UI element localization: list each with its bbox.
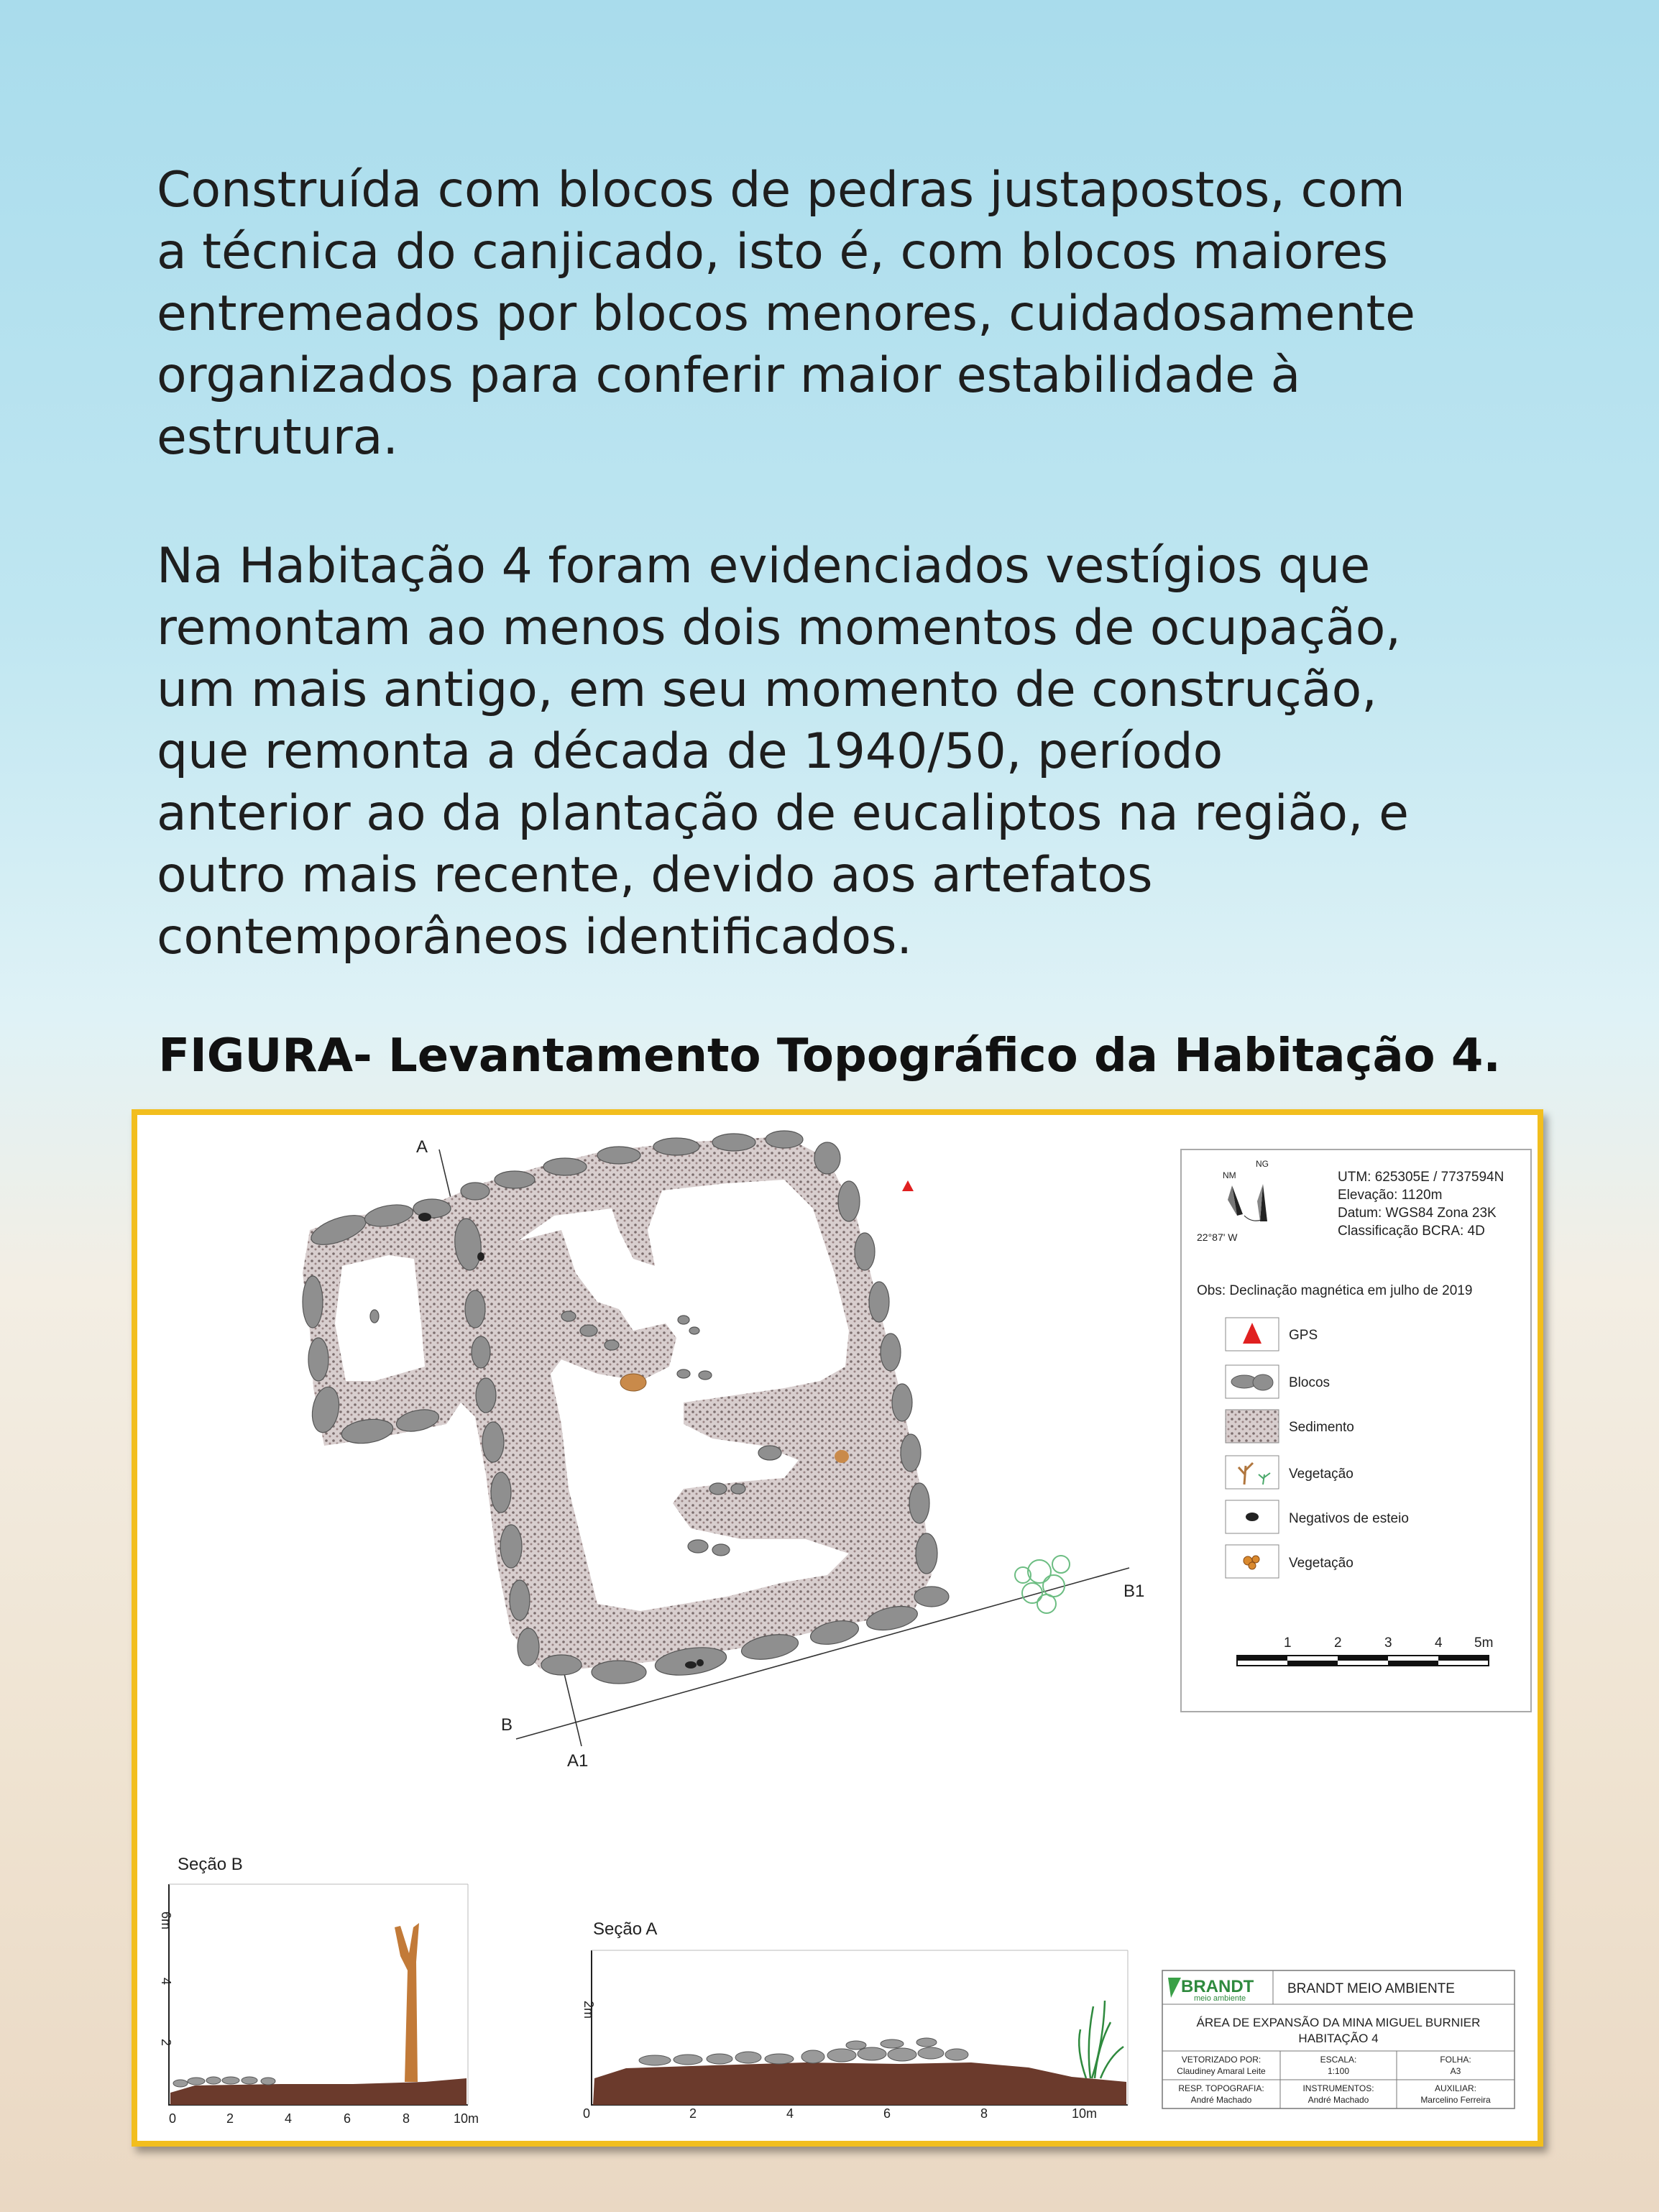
section-a-title: Seção A (593, 1919, 658, 1939)
cell-instruments-value: André Machado (1308, 2095, 1369, 2105)
cell-scale-value: 1:100 (1327, 2066, 1350, 2076)
cell-instruments-label: INSTRUMENTOS: (1302, 2083, 1374, 2093)
cell-vectorized-label: VETORIZADO POR: (1181, 2055, 1262, 2065)
plan-view (303, 1131, 1144, 1771)
logo-subtext: meio ambiente (1194, 1994, 1246, 2003)
section-b-xtick-4: 4 (285, 2111, 293, 2126)
scale-tick-1: 1 (1284, 1635, 1292, 1651)
section-label-a1: A1 (567, 1751, 589, 1771)
paragraph-line: remontam ao menos dois momentos de ocupação, (157, 600, 1401, 656)
cell-scale-label: ESCALA: (1320, 2055, 1357, 2065)
section-b-xtick-8: 8 (403, 2111, 410, 2126)
paragraph-line: Na Habitação 4 foram evidenciados vestígios que (157, 538, 1371, 595)
north-label-nm: NM (1223, 1170, 1236, 1180)
paragraph-line: contemporâneos identificados. (157, 909, 913, 965)
cell-topography-label: RESP. TOPOGRAFIA: (1178, 2083, 1264, 2093)
north-label-ng: NG (1256, 1159, 1269, 1169)
paragraph-line: entremeados por blocos menores, cuidadosamente (157, 285, 1415, 342)
cell-sheet-label: FOLHA: (1440, 2055, 1471, 2065)
section-a-grass (1079, 2001, 1123, 2078)
cell-topography-value: André Machado (1190, 2095, 1252, 2105)
cell-sheet-value: A3 (1450, 2066, 1461, 2076)
section-b-ytick-6m: 6m (159, 1912, 173, 1930)
section-a-xtick-2: 2 (689, 2106, 697, 2121)
scale-tick-5m: 5m (1474, 1635, 1494, 1651)
legend-label-ochre-vegetation: Vegetação (1289, 1556, 1354, 1571)
paragraph-line: Construída com blocos de pedras justapostos, com (157, 162, 1405, 219)
section-a-xtick-4: 4 (786, 2106, 794, 2121)
declination-obs: Obs: Declinação magnética em julho de 2019 (1197, 1283, 1473, 1298)
topographic-survey-figure (137, 1115, 1538, 2141)
coord-line-3: Datum: WGS84 Zona 23K (1338, 1206, 1497, 1221)
ochre-feature-2 (835, 1450, 849, 1463)
cell-assistant-label: AUXILIAR: (1434, 2083, 1477, 2093)
section-b-xtick-2: 2 (226, 2111, 234, 2126)
legend-label-gps: GPS (1289, 1328, 1318, 1343)
section-a-xtick-10m: 10m (1072, 2106, 1098, 2121)
paragraph-construction (157, 160, 1522, 469)
coord-line-2: Elevação: 1120m (1338, 1188, 1443, 1203)
declination-label: 22°87' W (1197, 1231, 1238, 1243)
scale-tick-2: 2 (1334, 1635, 1342, 1651)
legend-label-sediment: Sedimento (1289, 1420, 1354, 1435)
cell-vectorized-value: Claudiney Amaral Leite (1177, 2066, 1266, 2076)
paragraph-line: organizados para conferir maior estabilidade à (157, 347, 1301, 404)
section-b-xtick-10m: 10m (454, 2111, 479, 2126)
coord-line-4: Classificação BCRA: 4D (1338, 1224, 1485, 1239)
section-label-b: B (501, 1715, 513, 1735)
scale-tick-3: 3 (1384, 1635, 1392, 1651)
paragraph-line: que remonta a década de 1940/50, período (157, 723, 1223, 780)
section-b-xtick-6: 6 (344, 2111, 351, 2126)
paragraph-line: a técnica do canjicado, isto é, com blocos maiores (157, 224, 1389, 280)
project-line-2: HABITAÇÃO 4 (1298, 2032, 1379, 2045)
company-name: BRANDT MEIO AMBIENTE (1287, 1981, 1455, 1996)
section-a-ground (593, 2062, 1126, 2105)
section-label-b1: B1 (1123, 1582, 1145, 1601)
section-b-tree (395, 1923, 419, 2082)
ochre-feature-1 (620, 1374, 646, 1391)
section-b-ytick-2: 2 (159, 2039, 173, 2047)
project-line-1: ÁREA DE EXPANSÃO DA MINA MIGUEL BURNIER (1196, 2016, 1481, 2029)
sediment-icon (1226, 1410, 1279, 1443)
paragraph-line: estrutura. (157, 409, 398, 466)
section-a-xtick-8: 8 (980, 2106, 988, 2121)
section-a-stones (639, 2038, 968, 2065)
figure-frame (132, 1109, 1543, 2147)
section-b-ytick-4: 4 (159, 1978, 173, 1986)
paragraph-line: anterior ao da plantação de eucaliptos na região, e (157, 785, 1410, 842)
gps-marker (902, 1180, 914, 1191)
post-negatives-icon (1246, 1513, 1259, 1521)
coord-line-1: UTM: 625305E / 7737594N (1338, 1170, 1504, 1185)
paragraph-line: outro mais recente, devido aos artefatos (157, 847, 1153, 904)
cell-assistant-value: Marcelino Ferreira (1420, 2095, 1491, 2105)
title-block (1162, 1970, 1515, 2108)
scale-tick-4: 4 (1435, 1635, 1443, 1651)
legend-label-post-negatives: Negativos de esteio (1289, 1511, 1409, 1526)
logo-text: BRANDT (1181, 1977, 1254, 1996)
section-a-ytick-2m: 2m (582, 2001, 596, 2019)
figure-title: FIGURA- Levantamento Topográfico da Habitação 4. (158, 1029, 1501, 1083)
paragraph-line: um mais antigo, em seu momento de construção, (157, 661, 1377, 718)
legend-label-vegetation: Vegetação (1289, 1467, 1354, 1482)
section-a (582, 1919, 1128, 2121)
section-a-xtick-0: 0 (583, 2106, 591, 2121)
section-a-xtick-6: 6 (883, 2106, 891, 2121)
section-label-a: A (416, 1137, 428, 1157)
paragraph-occupation (157, 536, 1522, 968)
section-b-title: Seção B (178, 1855, 243, 1874)
section-b (159, 1855, 479, 2126)
legend-label-blocks: Blocos (1289, 1375, 1331, 1390)
vegetation-blob (1015, 1556, 1070, 1613)
info-box (1181, 1149, 1531, 1712)
section-b-xtick-0: 0 (169, 2111, 177, 2126)
